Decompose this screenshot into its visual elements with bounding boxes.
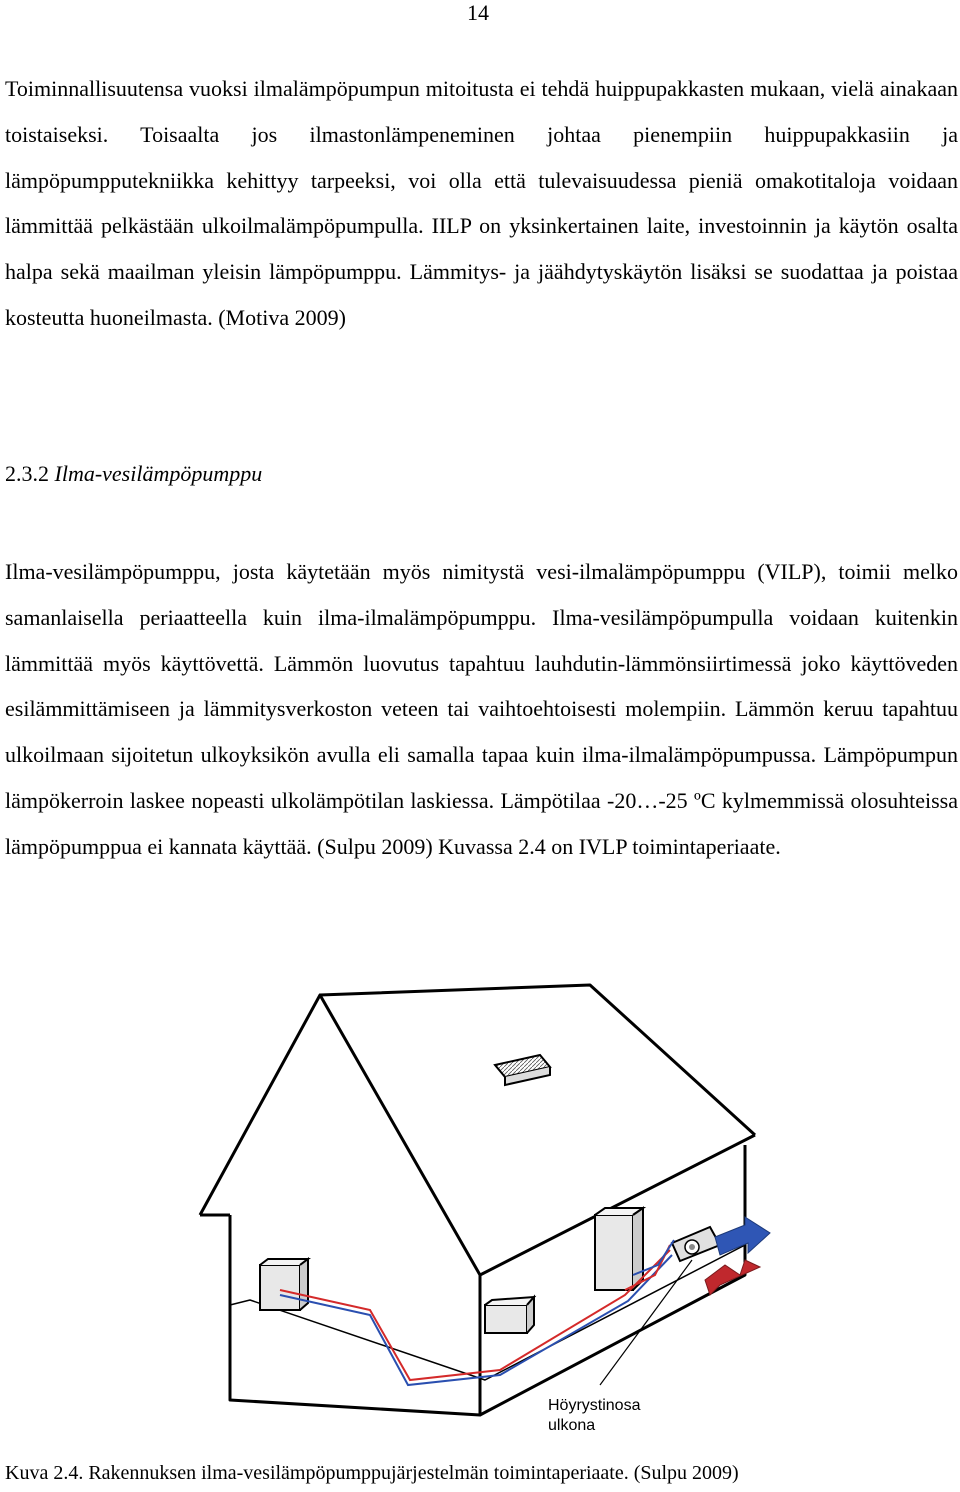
indoor-unit-center [485, 1297, 534, 1333]
air-in-arrow [705, 1260, 760, 1295]
water-heater-tank [595, 1208, 643, 1290]
section-title: Ilma-vesilämpöpumppu [54, 461, 263, 486]
house-outline [200, 985, 755, 1415]
heat-pump-house-figure [180, 975, 780, 1445]
body-paragraph-1: Toiminnallisuutensa vuoksi ilmalämpöpumpun mitoitusta ei tehdä huippupakkasten mukaan, vielä ainakaan toistaiseksi. Toisaalta jos ilmastonlämpeneminen johtaa pienempiin huippupakkasiin ja lämpöpumpputekniikka kehittyy tarpeeksi, voi olla että tulevaisuudessa pieniä omakotitaloja voidaan lämmittää pelkästään ulkoilmalämpöpumpulla. IILP on yksinkertainen laite, investoinnin ja käytön osalta halpa sekä maailman yleisin lämpöpumppu. Lämmitys- ja jäähdytyskäytön lisäksi se suodattaa ja poistaa kosteutta huoneilmasta. (Motiva 2009) [5, 76, 958, 330]
section-heading [5, 461, 262, 487]
air-out-arrow [715, 1217, 770, 1255]
roof-window [495, 1055, 550, 1085]
outdoor-unit [672, 1227, 720, 1261]
section-number: 2.3.2 [5, 461, 49, 486]
figure-caption: Kuva 2.4. Rakennuksen ilma-vesilämpöpumppujärjestelmän toimintaperiaate. (Sulpu 2009) [5, 1462, 739, 1484]
indoor-unit-left [260, 1259, 308, 1310]
figure-label-line1: Höyrystinosa [548, 1397, 641, 1414]
body-paragraph-2: Ilma-vesilämpöpumppu, josta käytetään myös nimitystä vesi-ilmalämpöpumppu (VILP), toimii melko samanlaisella periaatteella kuin ilma-ilmalämpöpumppu. Ilma-vesilämpöpumpulla voidaan kuitenkin lämmittää myös käyttövettä. Lämmön luovutus tapahtuu lauhdutin-lämmönsiirtimessä joko käyttöveden esilämmittämiseen ja lämmitysverkoston veteen tai vaihtoehtoisesti molempiin. Lämmön keruu tapahtuu ulkoilmaan sijoitetun ulkoyksikön avulla eli samalla tapaa kuin ilma-ilmalämpöpumpussa. Lämpöpumpun lämpökerroin laskee nopeasti ulkolämpötilan laskiessa. Lämpötilaa -20…-25 ºC kylmemmissä olosuhteissa lämpöpumppua ei kannata käyttää. (Sulpu 2009) Kuvassa 2.4 on IVLP toimintaperiaate. [5, 559, 958, 859]
page-number: 14 [467, 0, 489, 25]
figure-label-line2: ulkona [548, 1417, 596, 1434]
